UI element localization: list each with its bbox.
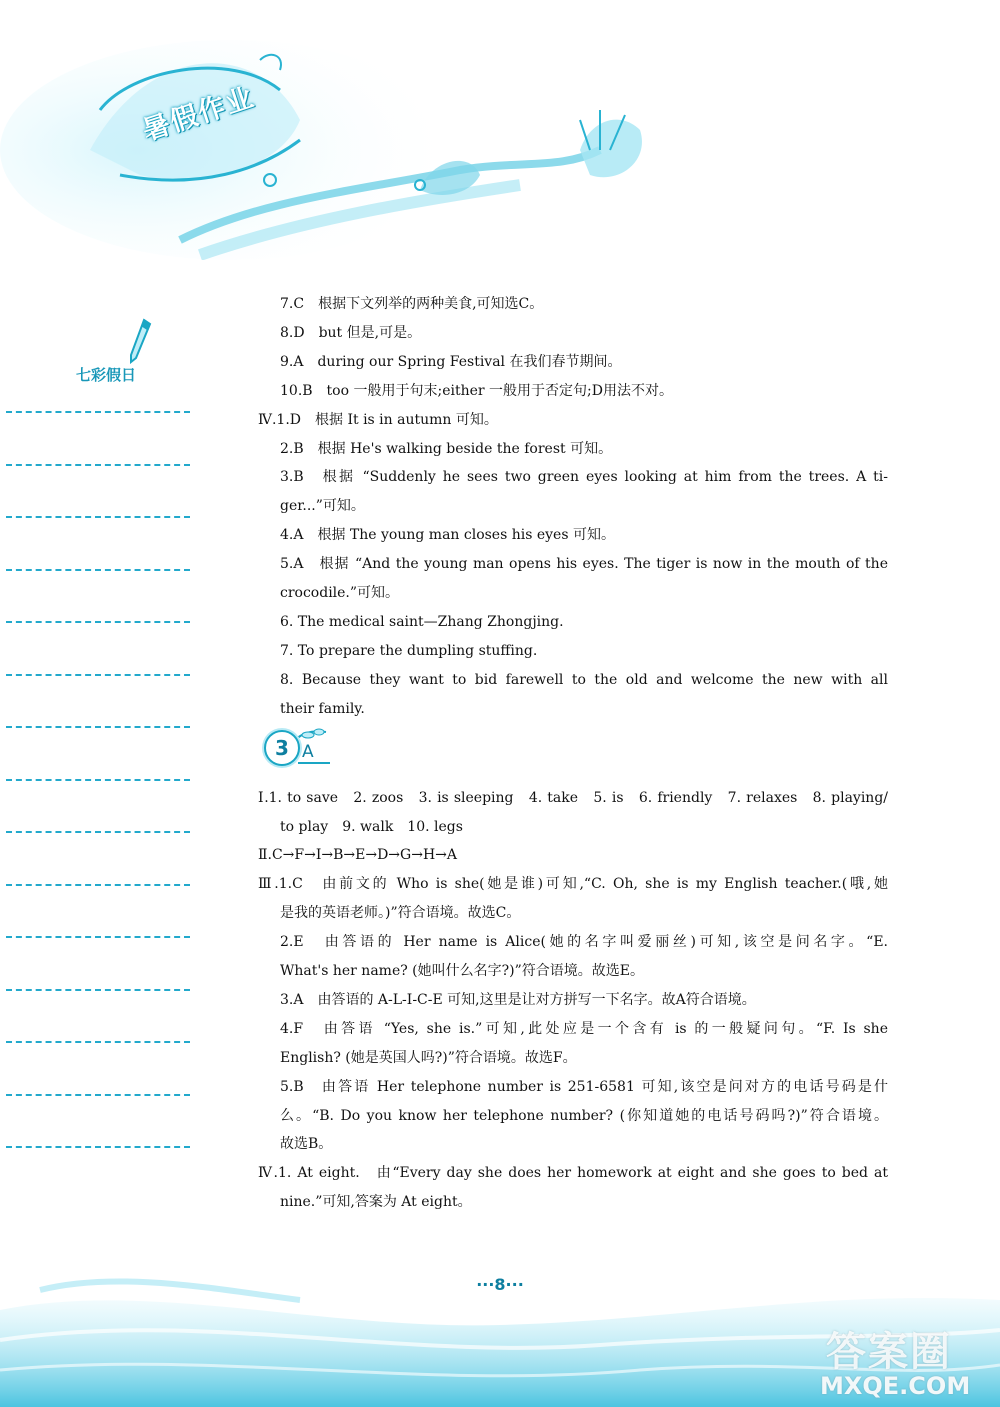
answer-line: Ⅳ.1. At eight. 由“Every day she does her homework at eight and she goes to bed at: [258, 1165, 888, 1182]
sidebar-dash-line: [6, 936, 190, 938]
sidebar-dash-line: [6, 516, 190, 518]
answer-line: nine.”可知,答案为 At eight。: [280, 1194, 472, 1211]
answer-line: 4.A 根据 The young man closes his eyes 可知。: [280, 527, 615, 544]
answer-line: 7.C 根据下文列举的两种美食,可知选C。: [280, 296, 544, 312]
answer-line: Ⅲ.1.C 由前文的 Who is she(她是谁)可知,“C. Oh, she is my English teacher.(哦,她: [258, 876, 888, 893]
answer-line: 2.E 由答语的 Her name is Alice(她的名字叫爱丽丝)可知,该空是问名字。“E.: [280, 934, 888, 951]
section-badge: [258, 728, 888, 776]
answer-line: 6. The medical saint—Zhang Zhongjing.: [280, 613, 564, 630]
answer-line: 3.B 根据 “Suddenly he sees two green eyes looking at him from the trees. A ti-: [280, 469, 888, 486]
sidebar-dash-line: [6, 621, 190, 623]
sidebar-dash-line: [6, 1041, 190, 1043]
sidebar-dash-line: [6, 1146, 190, 1148]
answer-line: English? (她是英国人吗?)”符合语境。故选F。: [280, 1049, 577, 1066]
sidebar-dash-line: [6, 726, 190, 728]
answer-line: 10.B too 一般用于句末;either 一般用于否定句;D用法不对。: [280, 382, 673, 399]
answer-line: Ⅳ.1.D 根据 It is in autumn 可知。: [258, 411, 498, 428]
answer-line: Ⅰ.1. to save 2. zoos 3. is sleeping 4. take 5. is 6. friendly 7. relaxes 8. playing/: [258, 789, 888, 806]
answer-line: 9.A during our Spring Festival 在我们春节期间。: [280, 353, 622, 370]
answer-line: 4.F 由答语 “Yes, she is.”可知,此处应是一个含有 is 的一般疑问句。“F. Is she: [280, 1020, 888, 1037]
sidebar-dash-line: [6, 884, 190, 886]
sidebar-label: 七彩假日: [76, 366, 137, 384]
page-number: ···8···: [476, 1275, 524, 1294]
sidebar-dash-line: [6, 464, 190, 466]
answer-line: What's her name? (她叫什么名字?)”符合语境。故选E。: [280, 963, 644, 980]
answer-line: 3.A 由答语的 A-L-I-C-E 可知,这里是让对方拼写一下名字。故A符合语境。: [280, 991, 756, 1008]
sidebar-dash-line: [6, 1094, 190, 1096]
answer-line: 8.D but 但是,可是。: [280, 324, 422, 341]
answer-line: 是我的英语老师。)”符合语境。故选C。: [280, 905, 521, 922]
section-letter: A: [302, 741, 314, 762]
sidebar-dash-line: [6, 779, 190, 781]
answer-line: to play 9. walk 10. legs: [280, 818, 463, 835]
answer-list-part1: [258, 290, 888, 724]
pen-icon: [128, 318, 152, 364]
answer-line: 5.A 根据 “And the young man opens his eyes. The tiger is now in the mouth of the: [280, 556, 888, 573]
sidebar-dash-line: [6, 411, 190, 413]
sidebar-dash-line: [6, 674, 190, 676]
answer-line: crocodile.”可知。: [280, 585, 400, 602]
answer-list-part2: [258, 784, 888, 1218]
answer-line: 故选B。: [280, 1136, 333, 1153]
sidebar-dash-line: [6, 569, 190, 571]
answer-line: 么。“B. Do you know her telephone number? (你知道她的电话号码吗?)”符合语境。: [280, 1107, 888, 1124]
sidebar-dash-line: [6, 989, 190, 991]
answer-line: 8. Because they want to bid farewell to the old and welcome the new with all: [280, 671, 888, 688]
answer-content: [258, 290, 888, 1217]
answer-line: their family.: [280, 700, 365, 717]
answer-line: Ⅱ.C→F→I→B→E→D→G→H→A: [258, 847, 458, 864]
header-title: 暑假作业: [138, 81, 259, 148]
section-underline: [298, 762, 330, 764]
watermark-url: MXQE.COM: [820, 1372, 971, 1400]
sidebar-dash-line: [6, 831, 190, 833]
answer-line: 5.B 由答语 Her telephone number is 251-6581 可知,该空是问对方的电话号码是什: [280, 1078, 888, 1095]
answer-line: 7. To prepare the dumpling stuffing.: [280, 642, 538, 659]
answer-line: ger...”可知。: [280, 498, 365, 515]
watermark-logo: 答案圈: [826, 1329, 952, 1375]
answer-line: 2.B 根据 He's walking beside the forest 可知。: [280, 440, 613, 457]
section-number: 3: [264, 730, 300, 766]
